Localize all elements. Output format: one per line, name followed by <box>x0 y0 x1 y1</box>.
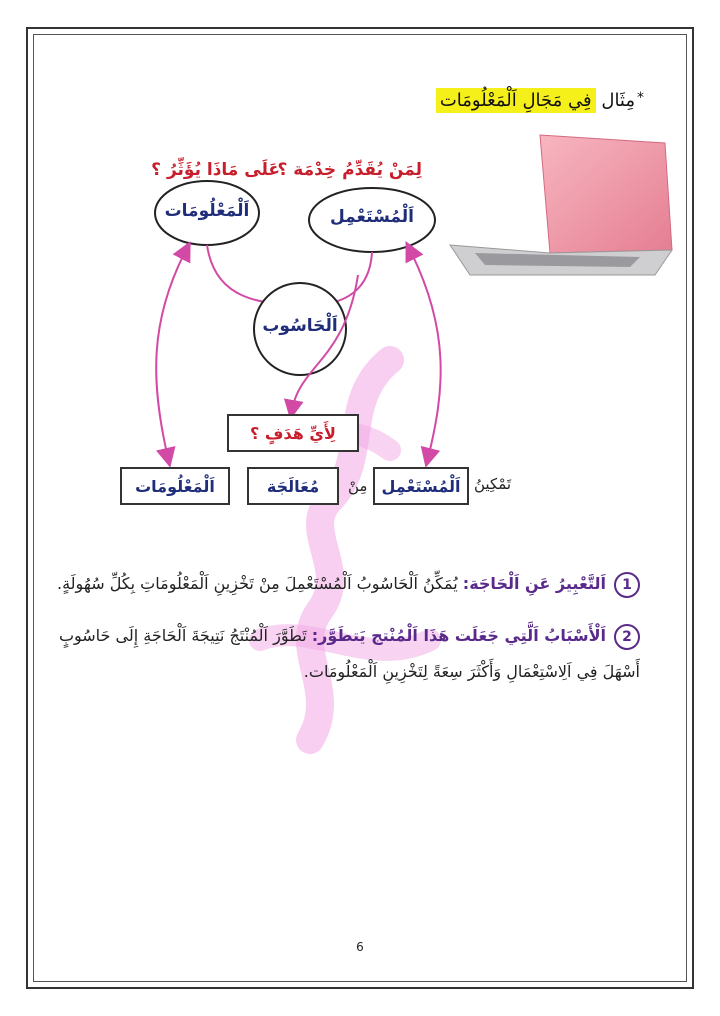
page-heading <box>436 90 644 111</box>
arrow-info-link <box>156 250 186 458</box>
oval-info-label: اَلْمَعْلُومَات <box>164 201 250 221</box>
question-affects: عَلَى مَاذَا يُؤَثِّرُ ؟ <box>151 160 280 180</box>
paragraph-1-text: يُمَكِّنُ اَلْحَاسُوبُ اَلْمُسْتَعْمِلَ مِنْ تَخْزِينِ اَلْمَعْلُومَاتِ بِكُلِّ سُهُولَةٍ. <box>57 574 458 593</box>
paragraph-2 <box>40 618 640 690</box>
word-from: مِنْ <box>348 477 368 495</box>
box-user: اَلْمُسْتَعْمِل <box>373 467 469 505</box>
paragraph-1-number: 1 <box>614 572 640 598</box>
oval-user-label: اَلْمُسْتَعْمِل <box>329 207 414 227</box>
paragraph-2-title: اَلْأَسْبَابُ اَلَّتِي جَعَلَت هَذَا اَلْمُنْتج يَتطَوَّر: <box>311 626 606 645</box>
paragraph-1 <box>40 566 640 602</box>
purpose-box: لِأَيِّ هَدَفٍ ؟ <box>227 414 359 452</box>
heading-star: * <box>637 90 644 106</box>
paragraph-1-title: اَلتَّعْبِيرُ عَنِ اَلْحَاجَة: <box>462 574 606 593</box>
paragraph-2-number: 2 <box>614 624 640 650</box>
box-info: اَلْمَعْلُومَات <box>120 467 230 505</box>
word-enable: تَمْكِينُ <box>474 475 512 493</box>
paragraph-2-text: تَطَوَّرَ اَلْمُنْتَجُ نَتِيجَةَ اَلْحَاجَةِ إِلَى حَاسُوبٍ أَسْهَلَ فِي اَلِاسْتِعْمَالِ وَأَكْثَرَ سِعَةً لِتَخْزِينِ اَلْمَعْلُومَات. <box>58 626 640 681</box>
circle-computer-label: اَلْحَاسُوب <box>262 316 338 336</box>
question-whom: لِمَنْ يُقَدِّمُ خِدْمَة ؟ <box>277 160 422 180</box>
page-number: 6 <box>356 940 364 954</box>
arrow-user-link <box>410 250 441 458</box>
box-processing: مُعَالَجَة <box>247 467 339 505</box>
heading-prefix: مِثَال <box>601 90 635 111</box>
heading-highlight: فِي مَجَالِ اَلْمَعْلُومَات <box>436 88 596 113</box>
